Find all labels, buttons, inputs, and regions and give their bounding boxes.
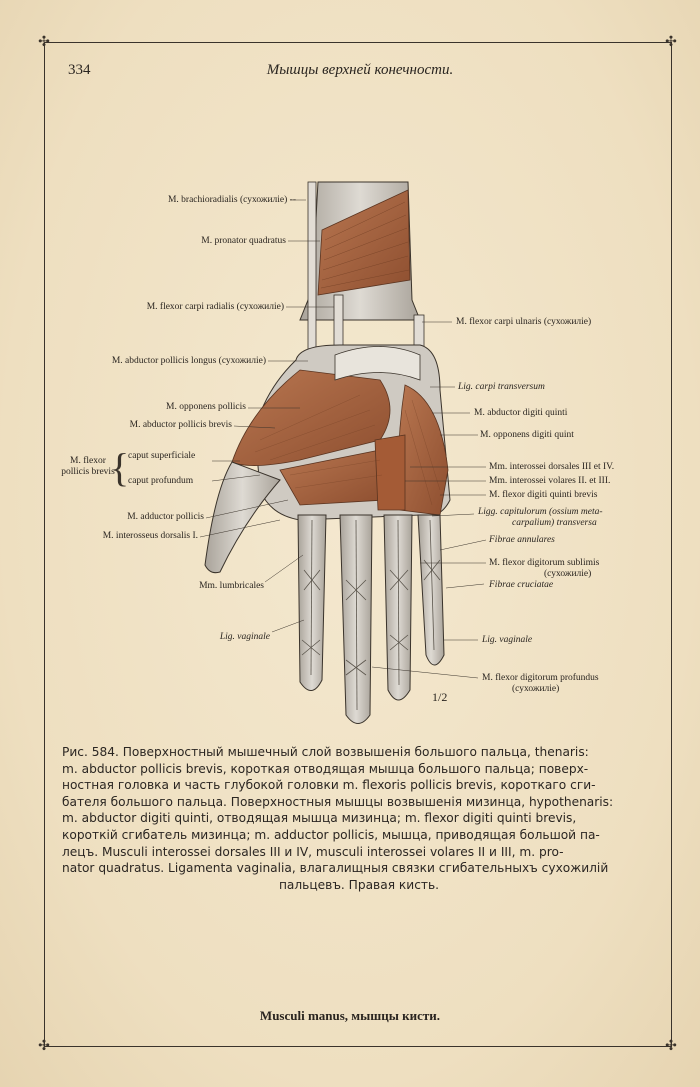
- label-lig-carpi-transversum: Lig. carpi transversum: [458, 382, 545, 392]
- frame-top-line: [44, 42, 672, 43]
- label-interosseus-dorsalis: M. interosseus dorsalis I.: [102, 531, 198, 541]
- corner-ornament-icon: ✣: [665, 34, 677, 50]
- corner-ornament-icon: ✣: [38, 1038, 50, 1054]
- brace-glyph: {: [110, 445, 130, 490]
- label-fibrae-cruciatae: Fibrae cruciatae: [489, 580, 554, 590]
- label-caput-superficiale: caput superficiale: [128, 451, 196, 461]
- label-lig-vaginale-left: Lig. vaginale: [219, 632, 270, 642]
- label-lumbricales: Mm. lumbricales: [199, 581, 264, 591]
- caption-line: лецъ. Musculi interossei dorsales III и IV, musculi interossei volares II и III, m. pro-: [62, 844, 564, 859]
- interossei: [375, 435, 405, 510]
- caption-line: nator quadratus. Ligamenta vaginalia, влагалищныя связки сгибательныхъ сухожилій: [62, 861, 609, 876]
- label-adductor-pollicis: M. adductor pollicis: [127, 512, 204, 522]
- caption-line: m. abductor pollicis brevis, короткая отводящая мышца большого пальца; поверх-: [62, 761, 589, 776]
- label-interossei-dorsales: Mm. interossei dorsales III et IV.: [489, 462, 615, 472]
- figure-caption: [62, 744, 656, 893]
- label-flexor-digitorum-profundus-cont: (сухожиліе): [512, 684, 560, 694]
- label-flexor-digitorum-sublimis-cont: (сухожиліе): [544, 569, 592, 579]
- hand-illustration: [0, 170, 700, 730]
- caption-line: ностная головка и часть глубокой головки m. flexoris pollicis brevis, короткаго сги-: [62, 778, 596, 793]
- label-flexor-carpi-ulnaris: M. flexor carpi ulnaris (сухожиліе): [456, 317, 592, 327]
- label-flexor-carpi-radialis: M. flexor carpi radialis (сухожиліе): [146, 302, 284, 312]
- caption-line: Рис. 584. Поверхностный мышечный слой возвышенія большого пальца, thenaris:: [62, 745, 589, 759]
- label-caput-profundum: caput profundum: [128, 476, 194, 486]
- label-interossei-volares: Mm. interossei volares II. et III.: [489, 476, 611, 486]
- label-ligg-capitulorum-cont: carpalium) transversa: [512, 518, 597, 528]
- little-finger: [418, 515, 444, 665]
- caption-line: пальцевъ. Правая кисть.: [278, 877, 440, 892]
- caption-line: короткій сгибатель мизинца; m. adductor pollicis, мышца, приводящая большой па-: [62, 827, 600, 842]
- scale-label: 1/2: [432, 690, 448, 704]
- label-flexor-pollicis-brevis: M. flexor pollicis brevis: [61, 456, 115, 477]
- frame-bottom-line: [44, 1046, 672, 1047]
- label-pronator-quadratus: M. pronator quadratus: [201, 236, 286, 246]
- label-abductor-pollicis-brevis: M. abductor pollicis brevis: [129, 420, 232, 430]
- label-brachioradialis: M. brachioradialis (сухожиліе) --: [167, 195, 296, 205]
- brachioradialis-tendon: [308, 182, 316, 362]
- label-opponens-pollicis: M. opponens pollicis: [166, 402, 246, 412]
- label-opponens-digiti-quinti: M. opponens digiti quint: [480, 430, 574, 440]
- footer-title: Musculi manus, мышцы кисти.: [259, 1008, 441, 1023]
- thumb: [205, 462, 280, 573]
- caption-line: бателя большого пальца. Поверхностныя мышцы возвышенія мизинца, hypothenaris:: [62, 794, 614, 809]
- label-fibrae-annulares: Fibrae annulares: [489, 535, 555, 545]
- label-abductor-pollicis-longus: M. abductor pollicis longus (сухожиліе): [111, 356, 266, 366]
- corner-ornament-icon: ✣: [38, 34, 50, 50]
- corner-ornament-icon: ✣: [665, 1038, 677, 1054]
- label-flexor-digitorum-sublimis: M. flexor digitorum sublimis: [489, 558, 600, 568]
- label-ligg-capitulorum: Ligg. capitulorum (ossium meta-: [478, 507, 603, 517]
- running-title: Мышцы верхней конечности.: [266, 62, 454, 78]
- label-flexor-digitorum-profundus: M. flexor digitorum profundus: [482, 673, 599, 683]
- label-flexor-digiti-quinti-brevis: M. flexor digiti quinti brevis: [489, 490, 598, 500]
- caption-line: m. abductor digiti quinti, отводящая мышца мизинца; m. flexor digiti quinti brevis,: [62, 811, 577, 826]
- label-lig-vaginale-right: Lig. vaginale: [482, 635, 533, 645]
- label-abductor-digiti-quinti: M. abductor digiti quinti: [474, 408, 568, 418]
- page-number: 334: [68, 62, 91, 78]
